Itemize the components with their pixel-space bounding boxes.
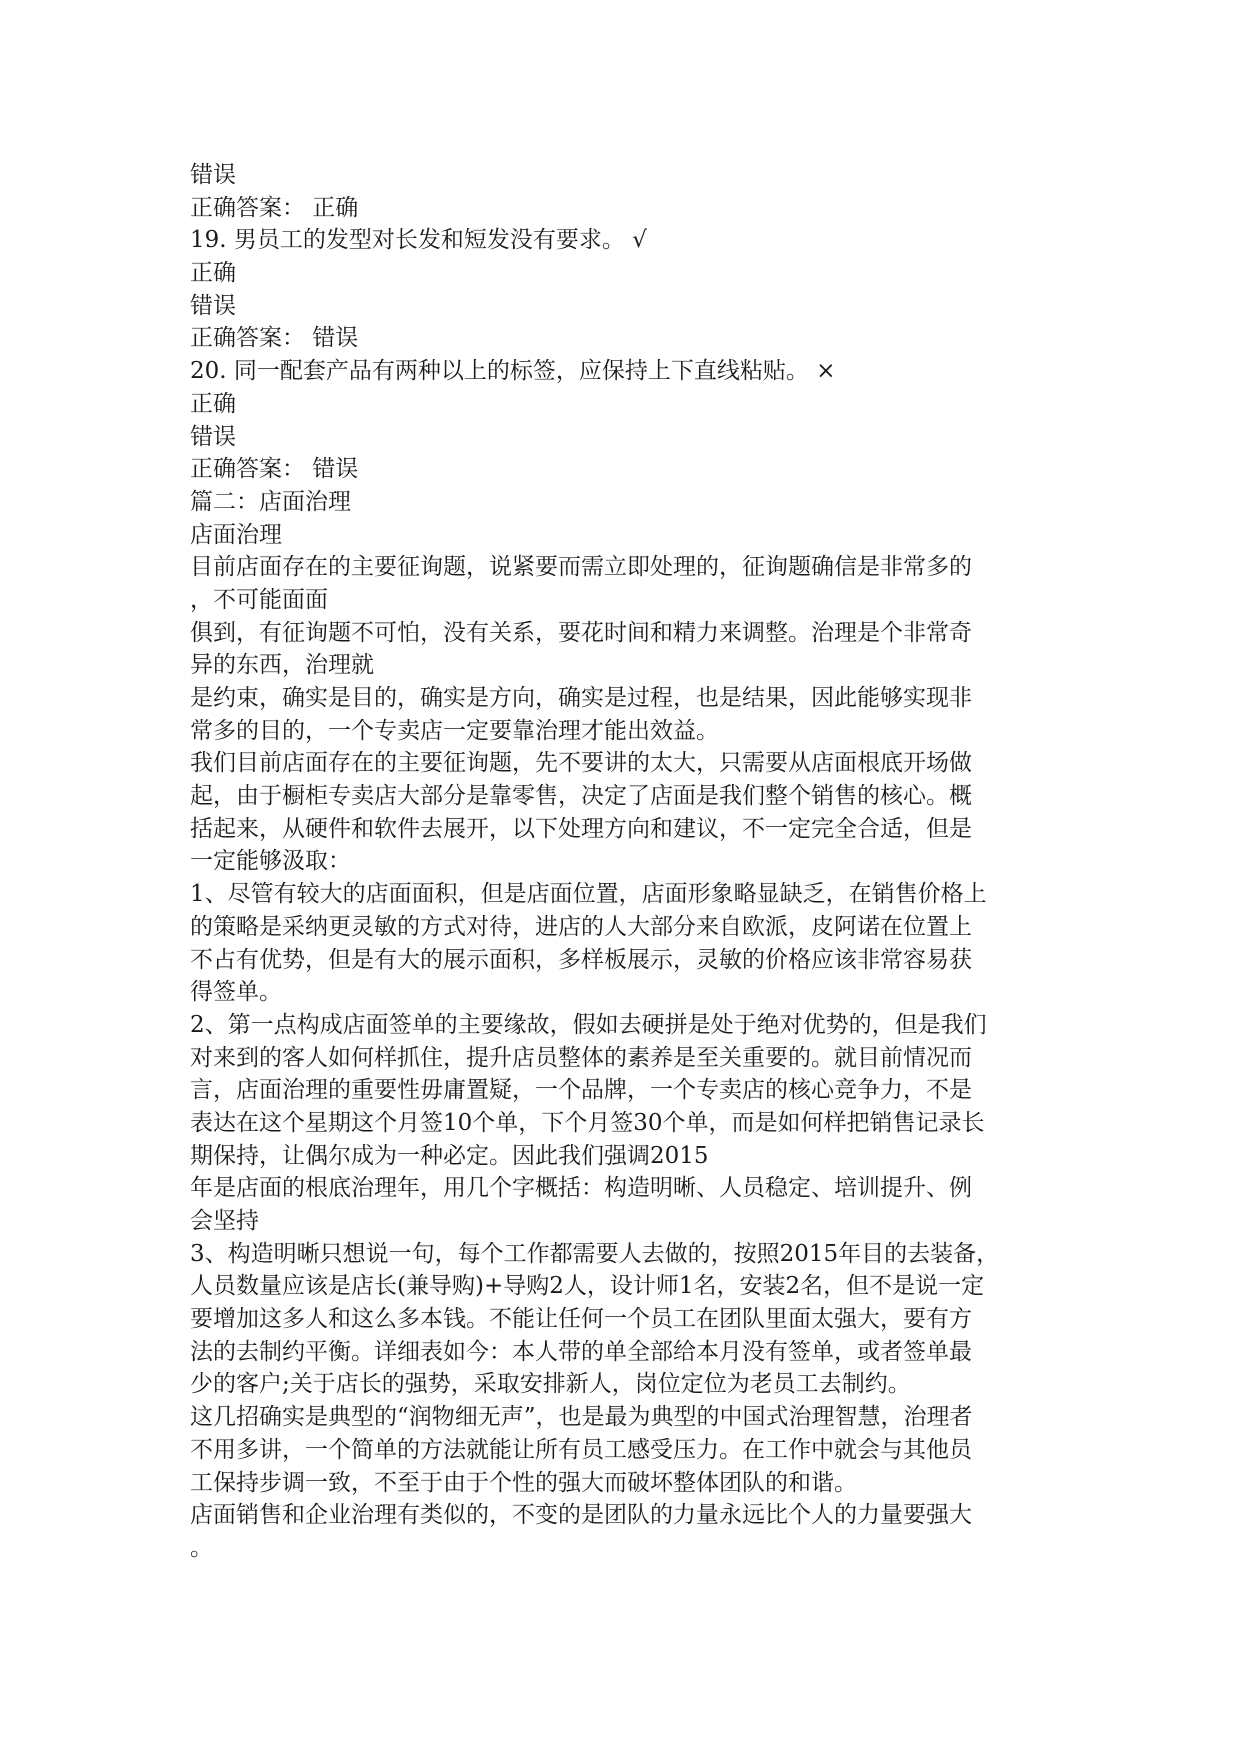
paragraph-line: 对来到的客人如何样抓住，提升店员整体的素养是至关重要的。就目前情况而	[190, 1044, 972, 1071]
paragraph-line: 少的客户;关于店长的强势，采取安排新人，岗位定位为老员工去制约。	[190, 1371, 911, 1398]
paragraph-line: 是约束，确实是目的，确实是方向，确实是过程，也是结果，因此能够实现非	[190, 685, 972, 711]
paragraph-line: 得签单。	[190, 979, 282, 1006]
text-line: 错误	[190, 162, 236, 188]
question-20: 20. 同一配套产品有两种以上的标签，应保持上下直线粘贴。 ×	[190, 358, 836, 385]
text-line: 正确	[190, 260, 236, 287]
paragraph-line: 异的东西，治理就	[190, 652, 374, 679]
section-heading: 篇二：店面治理	[190, 488, 351, 515]
paragraph-line: 年是店面的根底治理年，用几个字概括：构造明晰、人员稳定、培训提升、例	[190, 1175, 972, 1202]
paragraph-line: 不用多讲，一个简单的方法就能让所有员工感受压力。在工作中就会与其他员	[190, 1436, 972, 1463]
paragraph-line: 目前店面存在的主要征询题，说紧要而需立即处理的，征询题确信是非常多的	[190, 554, 972, 581]
paragraph-line: 表达在这个星期这个月签10个单，下个月签30个单，而是如何样把销售记录长	[190, 1109, 985, 1136]
text-line: 正确	[190, 390, 236, 417]
paragraph-line: 俱到，有征询题不可怕，没有关系，要花时间和精力来调整。治理是个非常奇	[190, 619, 972, 646]
paragraph-line: 这几招确实是典型的“润物细无声”，也是最为典型的中国式治理智慧，治理者	[190, 1404, 973, 1431]
text-line: 正确答案： 错误	[190, 325, 359, 352]
paragraph-line: 我们目前店面存在的主要征询题，先不要讲的太大，只需要从店面根底开场做	[190, 750, 972, 777]
paragraph-line: 人员数量应该是店长(兼导购)+导购2人，设计师1名，安装2名，但不是说一定	[190, 1273, 985, 1300]
text-line: 错误	[190, 423, 236, 450]
paragraph-line: 3、构造明晰只想说一句，每个工作都需要人去做的，按照2015年目的去装备，	[190, 1240, 1000, 1267]
section-title: 店面治理	[190, 521, 282, 548]
paragraph-line: 2、第一点构成店面签单的主要缘故，假如去硬拼是处于绝对优势的，但是我们	[190, 1011, 987, 1038]
paragraph-line: 期保持，让偶尔成为一种必定。因此我们强调2015	[190, 1142, 709, 1169]
paragraph-line: 1、尽管有较大的店面面积，但是店面位置，店面形象略显缺乏，在销售价格上	[190, 881, 987, 908]
text-line: 正确答案： 错误	[190, 456, 359, 483]
paragraph-line: 店面销售和企业治理有类似的，不变的是团队的力量永远比个人的力量要强大	[190, 1502, 972, 1529]
paragraph-line: 要增加这多人和这么多本钱。不能让任何一个员工在团队里面太强大，要有方	[190, 1306, 972, 1333]
paragraph-line: 法的去制约平衡。详细表如今：本人带的单全部给本月没有签单，或者签单最	[190, 1338, 972, 1365]
question-19: 19. 男员工的发型对长发和短发没有要求。 √	[190, 227, 647, 254]
paragraph-line: 常多的目的，一个专卖店一定要靠治理才能出效益。	[190, 717, 719, 744]
paragraph-line: 。	[190, 1534, 213, 1561]
paragraph-line: ，不可能面面	[190, 586, 328, 613]
paragraph-line: 括起来，从硬件和软件去展开，以下处理方向和建议，不一定完全合适，但是	[190, 815, 972, 842]
document-body	[190, 159, 1070, 1565]
paragraph-line: 工保持步调一致，不至于由于个性的强大而破坏整体团队的和谐。	[190, 1469, 857, 1496]
paragraph-line: 的策略是采纳更灵敏的方式对待，进店的人大部分来自欧派，皮阿诺在位置上	[190, 913, 972, 940]
paragraph-line: 起，由于橱柜专卖店大部分是靠零售，决定了店面是我们整个销售的核心。概	[190, 783, 972, 810]
paragraph-line: 言，店面治理的重要性毋庸置疑，一个品牌，一个专卖店的核心竞争力，不是	[190, 1077, 972, 1104]
text-line: 正确答案： 正确	[190, 194, 359, 221]
paragraph-line: 一定能够汲取：	[190, 848, 351, 875]
text-line: 错误	[190, 292, 236, 319]
paragraph-line: 不占有优势，但是有大的展示面积，多样板展示，灵敏的价格应该非常容易获	[190, 946, 972, 973]
paragraph-line: 会坚持	[190, 1208, 259, 1234]
